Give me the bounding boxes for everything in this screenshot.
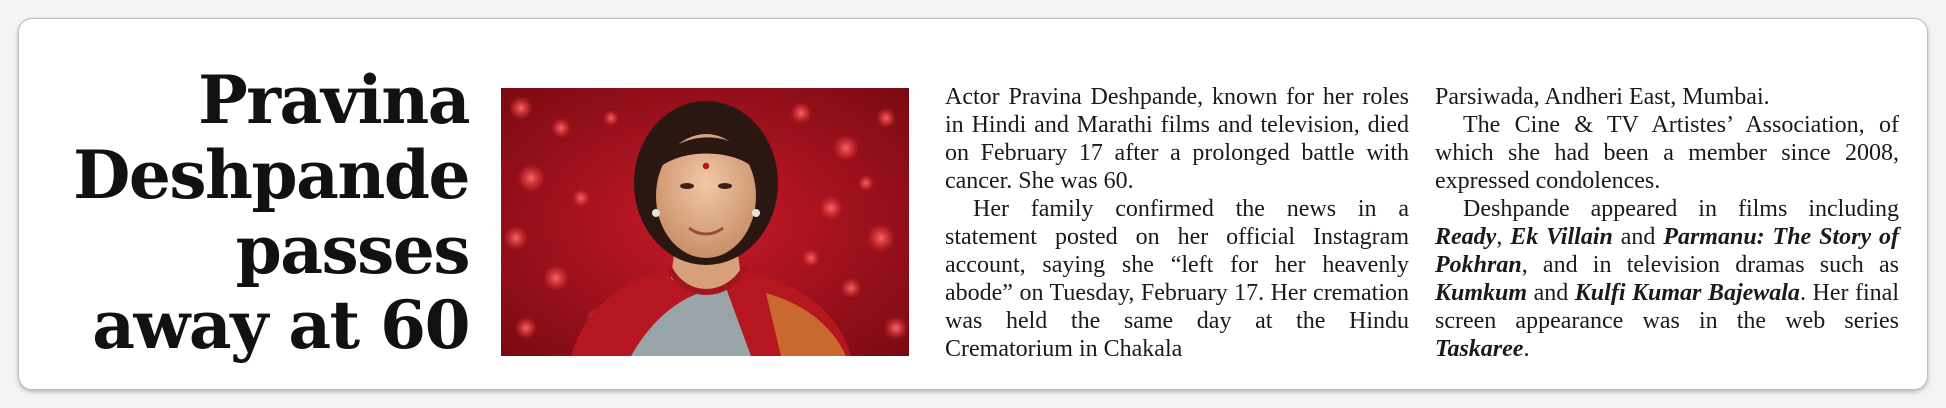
text-run: . xyxy=(1523,336,1530,362)
article-card xyxy=(18,18,1928,390)
headline-line: Deshpande xyxy=(73,136,469,214)
article-paragraph: Actor Pravina Deshpande, known for her roles in Hindi and Marathi films and television, died on February 17 after a prolonged battle with cancer. She was 60. xyxy=(945,84,1409,194)
article-paragraph xyxy=(1435,195,1899,363)
web-series-title: Taskaree xyxy=(1435,336,1524,362)
film-title: Ek Villain xyxy=(1510,224,1613,250)
portrait-photo xyxy=(501,88,909,356)
tv-show-title: Kulfi Kumar Bajewala xyxy=(1574,280,1800,306)
film-title: Parmanu: The Story of Pokhran xyxy=(1435,224,1900,278)
text-run: Deshpande appeared in films including xyxy=(1463,196,1899,222)
text-run: , and in television dramas such as xyxy=(1521,252,1899,278)
text-run: , xyxy=(1496,224,1511,250)
portrait-illustration xyxy=(501,88,909,356)
article-paragraph-continued: Parsiwada, Andheri East, Mumbai. xyxy=(1435,84,1770,110)
headline-line: away at 60 xyxy=(92,286,469,364)
tv-show-title: Kumkum xyxy=(1435,280,1528,306)
headline-line: Pravina xyxy=(198,61,469,139)
article-column-1 xyxy=(945,83,1409,363)
headline-line: passes xyxy=(235,211,469,289)
text-run: . Her final screen appearance was in the web series xyxy=(1435,280,1899,334)
text-run: and xyxy=(1527,280,1575,306)
film-title: Ready xyxy=(1435,224,1497,250)
article-paragraph: The Cine & TV Artistes’ Association, of which she had been a member since 2008, expressed condolences. xyxy=(1435,112,1899,194)
article-paragraph: Her family confirmed the news in a statement posted on her official Instagram account, saying she “left for her heavenly abode” on Tuesday, February 17. Her cremation was held the same day at the Hindu Crematorium in Chakala xyxy=(945,196,1409,362)
text-run: and xyxy=(1612,224,1664,250)
article-column-2 xyxy=(1435,83,1899,363)
headline xyxy=(59,63,469,363)
